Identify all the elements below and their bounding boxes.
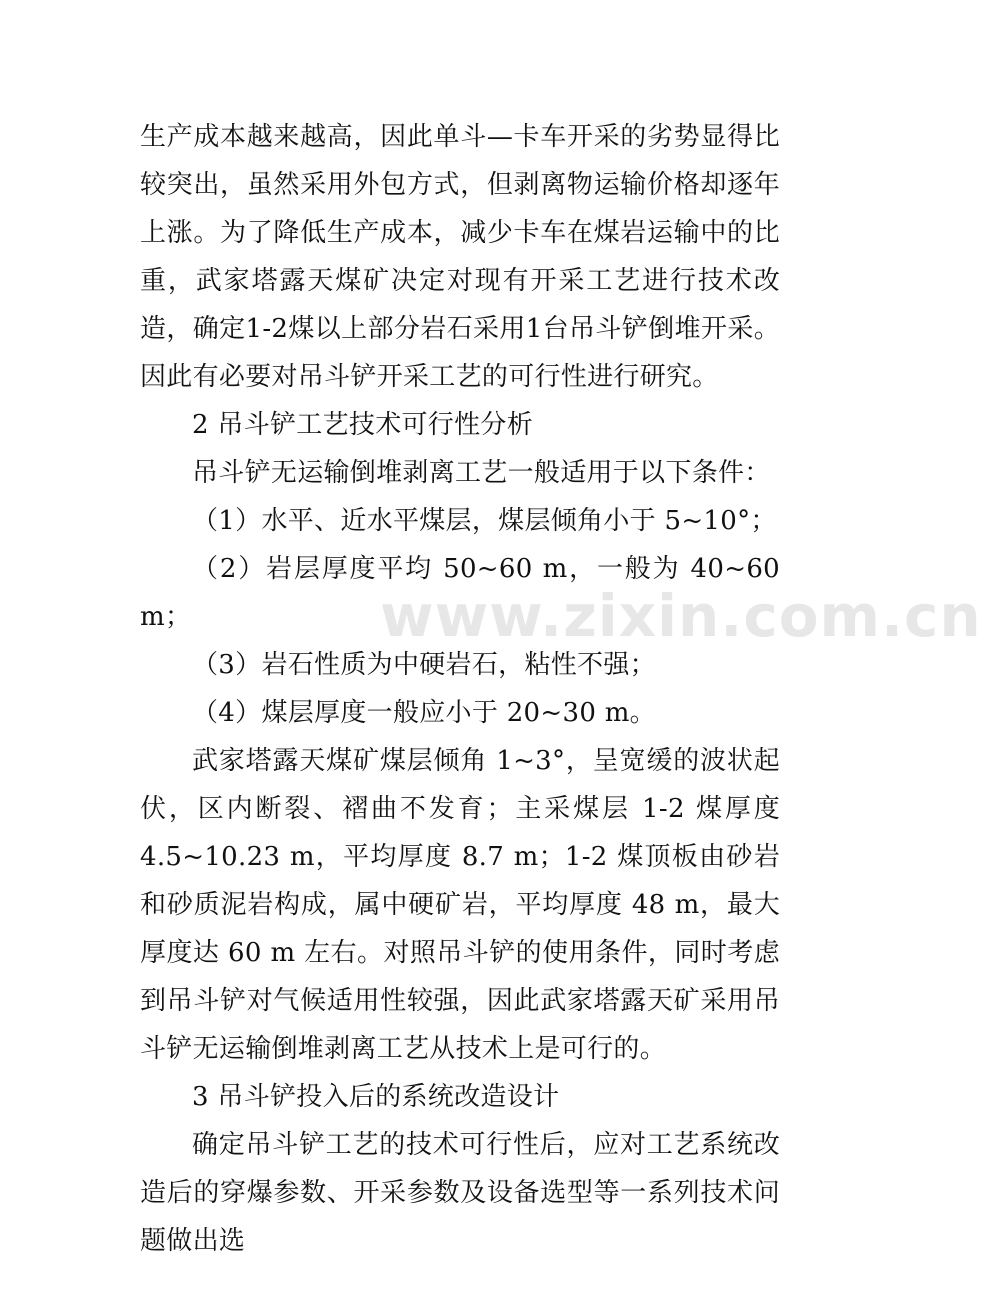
condition-item-1: （1）水平、近水平煤层，煤层倾角小于 5~10°； <box>192 506 777 536</box>
condition-item-4: （4）煤层厚度一般应小于 20~30 m。 <box>192 698 656 728</box>
condition-item-3: （3）岩石性质为中硬岩石，粘性不强； <box>192 650 656 680</box>
paragraph-continuation: 生产成本越来越高，因此单斗—卡车开采的劣势显得比较突出，虽然采用外包方式，但剥离物运输价格却逐年上涨。为了降低生产成本，减少卡车在煤岩运输中的比重，武家塔露天煤矿决定对现有开采工艺进行技术改造，确定1-2煤以上部分岩石采用1台吊斗铲倒堆开采。因此有必要对吊斗铲开采工艺的可行性进行研究。 <box>140 122 780 392</box>
condition-item-2: （2）岩层厚度平均 50~60 m，一般为 40~60 m； <box>140 554 780 632</box>
watermark: www.zixin.com.cn <box>380 582 982 650</box>
paragraph-system-design: 确定吊斗铲工艺的技术可行性后，应对工艺系统改造后的穿爆参数、开采参数及设备选型等一系列技术问题做出选 <box>140 1130 780 1256</box>
paragraph-site-analysis: 武家塔露天煤矿煤层倾角 1~3°，呈宽缓的波状起伏，区内断裂、褶曲不发育；主采煤层 1-2 煤厚度 4.5~10.23 m，平均厚度 8.7 m；1-2 煤顶板由砂岩和砂质泥岩构成，属中硬矿岩，平均厚度 48 m，最大厚度达 60 m 左右。对照吊斗铲的使用条件，同时考虑到吊斗铲对气候适用性较强，因此武家塔露天矿采用吊斗铲无运输倒堆剥离工艺从技术上是可行的。 <box>140 746 780 1064</box>
paragraph-conditions-intro: 吊斗铲无运输倒堆剥离工艺一般适用于以下条件： <box>192 458 771 488</box>
document-body <box>140 113 780 1265</box>
section-heading-3: 3 吊斗铲投入后的系统改造设计 <box>192 1082 560 1112</box>
section-heading-2: 2 吊斗铲工艺技术可行性分析 <box>192 410 534 440</box>
